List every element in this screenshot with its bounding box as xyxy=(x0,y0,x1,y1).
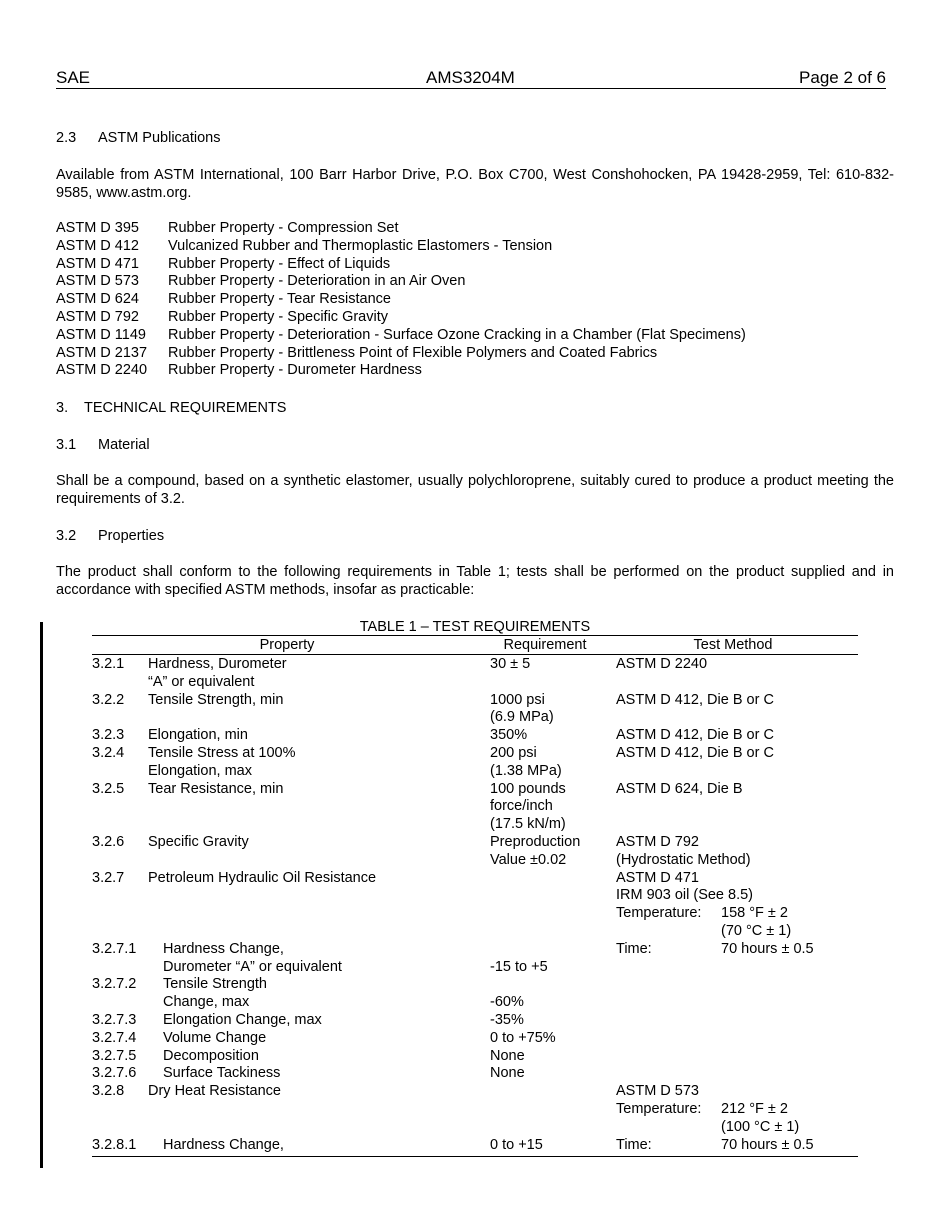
reference-code: ASTM D 1149 xyxy=(56,326,146,343)
revision-change-bar xyxy=(40,622,43,1168)
test-method-text: ASTM D 412, Die B or C xyxy=(616,727,774,744)
astm-reference-list xyxy=(56,220,746,380)
requirement-cell xyxy=(490,745,562,781)
astm-reference-item xyxy=(56,308,388,327)
condition-label: Temperature: xyxy=(616,1100,702,1117)
requirement-text: 30 ± 5 xyxy=(490,656,531,672)
requirement-cell xyxy=(490,976,524,1012)
table-row xyxy=(92,870,858,941)
test-method-text: ASTM D 471 xyxy=(616,869,699,886)
condition-value: (70 °C ± 1) xyxy=(721,922,792,939)
section-number: 3. xyxy=(56,400,69,416)
test-method-text: ASTM D 624, Die B xyxy=(616,780,743,797)
property-cell xyxy=(148,1083,488,1101)
test-method-text: ASTM D 2240 xyxy=(616,656,708,672)
requirement-cell xyxy=(490,1012,524,1030)
requirement-text: -15 to +5 xyxy=(490,958,548,975)
row-number: 3.2.6 xyxy=(92,833,125,850)
reference-title: Rubber Property - Durometer Hardness xyxy=(168,362,422,379)
property-cell xyxy=(148,692,488,710)
property-text: Tear Resistance, min xyxy=(148,780,284,797)
requirement-cell xyxy=(490,692,554,728)
row-number: 3.2.8 xyxy=(92,1083,125,1100)
reference-title: Rubber Property - Effect of Liquids xyxy=(168,255,391,272)
requirement-cell xyxy=(490,781,566,834)
test-condition xyxy=(616,905,788,923)
requirement-text xyxy=(490,976,524,994)
table-row xyxy=(92,692,858,728)
row-number: 3.2.2 xyxy=(92,691,125,708)
test-method-cell xyxy=(616,656,707,674)
property-cell xyxy=(148,870,488,888)
test-condition xyxy=(616,1100,788,1119)
property-text: Elongation, min xyxy=(148,727,248,744)
property-text: “A” or equivalent xyxy=(148,673,255,690)
header-page-number: Page 2 of 6 xyxy=(799,68,886,87)
requirement-cell xyxy=(490,1030,556,1048)
section-3-2-heading xyxy=(56,527,164,545)
requirement-text: 0 to +75% xyxy=(490,1029,556,1046)
requirement-text: 200 psi xyxy=(490,744,537,761)
reference-title: Rubber Property - Specific Gravity xyxy=(168,308,388,325)
test-method-cell xyxy=(616,1136,814,1155)
property-text: Dry Heat Resistance xyxy=(148,1083,281,1100)
astm-reference-item xyxy=(56,326,746,345)
section-number: 3.2 xyxy=(56,528,77,544)
requirement-text: (1.38 MPa) xyxy=(490,762,562,779)
reference-code: ASTM D 624 xyxy=(56,291,139,308)
row-number: 3.2.7.3 xyxy=(92,1011,137,1028)
requirement-text: (6.9 MPa) xyxy=(490,709,554,726)
row-number: 3.2.7.2 xyxy=(92,976,137,993)
table-header-rule xyxy=(92,654,858,655)
astm-reference-item xyxy=(56,291,391,309)
reference-code: ASTM D 2137 xyxy=(56,344,148,361)
material-paragraph: Shall be a compound, based on a synthetic elastomer, usually polychloroprene, suitably cured to produce a product meeting the requirements of 3.2. xyxy=(56,473,894,507)
reference-code: ASTM D 573 xyxy=(56,273,139,290)
property-cell xyxy=(163,1030,488,1048)
properties-paragraph: The product shall conform to the following requirements in Table 1; tests shall be performed on the product supplied and in accordance with specified ASTM methods, insofar as practicable: xyxy=(56,564,894,598)
table-title: TABLE 1 – TEST REQUIREMENTS xyxy=(359,619,591,635)
row-number: 3.2.7.5 xyxy=(92,1047,137,1064)
property-cell xyxy=(148,834,488,852)
reference-title: Vulcanized Rubber and Thermoplastic Elastomers - Tension xyxy=(168,237,553,254)
property-cell xyxy=(163,1065,488,1083)
astm-reference-item xyxy=(56,255,391,274)
property-text: Specific Gravity xyxy=(148,833,249,850)
test-method-cell xyxy=(616,1083,800,1136)
table-row xyxy=(92,1048,858,1066)
reference-title: Rubber Property - Brittleness Point of Flexible Polymers and Coated Fabrics xyxy=(168,344,658,361)
astm-reference-item xyxy=(56,362,422,380)
property-text: Change, max xyxy=(163,994,250,1011)
table-row xyxy=(92,656,858,692)
table-row xyxy=(92,781,858,834)
requirement-text: force/inch xyxy=(490,798,553,815)
reference-code: ASTM D 471 xyxy=(56,255,139,272)
row-number: 3.2.7 xyxy=(92,869,125,886)
test-method-text: ASTM D 792 xyxy=(616,833,699,850)
table-row xyxy=(92,745,858,781)
test-condition xyxy=(616,1136,814,1155)
property-text: Volume Change xyxy=(163,1029,267,1046)
section-number: 2.3 xyxy=(56,130,77,146)
requirement-text: -60% xyxy=(490,994,524,1011)
property-text: Tensile Strength xyxy=(163,976,267,993)
requirement-text: None xyxy=(490,1065,525,1082)
requirement-text: 0 to +15 xyxy=(490,1136,543,1153)
requirement-text: -35% xyxy=(490,1011,524,1028)
test-condition xyxy=(616,1118,800,1137)
reference-title: Rubber Property - Tear Resistance xyxy=(168,291,391,308)
property-text: Elongation, max xyxy=(148,762,252,779)
astm-reference-item xyxy=(56,344,658,363)
reference-code: ASTM D 395 xyxy=(56,220,139,236)
test-requirements-table xyxy=(92,656,858,1154)
property-text: Tensile Strength, min xyxy=(148,691,284,708)
requirement-cell xyxy=(490,1137,543,1155)
property-text: Surface Tackiness xyxy=(163,1065,281,1082)
col-header-requirement: Requirement xyxy=(503,637,587,653)
section-title: Material xyxy=(98,437,150,453)
property-cell xyxy=(148,656,488,692)
astm-availability: Available from ASTM International, 100 Barr Harbor Drive, P.O. Box C700, West Conshohocken, PA 19428-2959, Tel: 610-832-9585, www.astm.org. xyxy=(56,167,894,201)
section-number: 3.1 xyxy=(56,437,77,453)
table-row xyxy=(92,727,858,745)
requirement-cell xyxy=(490,656,530,674)
reference-title: Rubber Property - Deterioration in an Air Oven xyxy=(168,273,466,290)
section-2-3-heading xyxy=(56,129,221,147)
row-number: 3.2.7.6 xyxy=(92,1065,137,1082)
property-text: Hardness Change, xyxy=(163,940,284,957)
row-number: 3.2.5 xyxy=(92,780,125,797)
property-text: Petroleum Hydraulic Oil Resistance xyxy=(148,869,377,886)
condition-label: Time: xyxy=(616,940,652,957)
page-header xyxy=(56,68,886,89)
property-cell xyxy=(163,1137,488,1155)
property-text: Elongation Change, max xyxy=(163,1011,322,1028)
test-method-text: ASTM D 412, Die B or C xyxy=(616,744,774,761)
table-row xyxy=(92,976,858,1012)
table-row xyxy=(92,1137,858,1155)
property-text: Tensile Stress at 100% xyxy=(148,744,296,761)
astm-reference-item xyxy=(56,237,553,256)
condition-value: 212 °F ± 2 xyxy=(721,1100,788,1117)
section-3-heading xyxy=(56,399,286,417)
table-bottom-rule xyxy=(92,1156,858,1157)
condition-value: 70 hours ± 0.5 xyxy=(721,940,814,957)
property-text: Durometer “A” or equivalent xyxy=(163,958,342,975)
table-row xyxy=(92,834,858,870)
property-cell xyxy=(163,1012,488,1030)
table-row xyxy=(92,1083,858,1136)
condition-label: Temperature: xyxy=(616,905,702,922)
col-header-test-method: Test Method xyxy=(693,637,773,653)
section-title: Properties xyxy=(98,528,165,544)
test-method-text: IRM 903 oil (See 8.5) xyxy=(616,887,754,904)
requirement-text: Value ±0.02 xyxy=(490,851,567,868)
requirement-text: None xyxy=(490,1047,525,1064)
property-text: Hardness Change, xyxy=(163,1136,284,1153)
reference-title: Rubber Property - Compression Set xyxy=(168,220,399,236)
test-condition xyxy=(616,940,814,959)
header-doc-number: AMS3204M xyxy=(426,68,515,87)
requirement-cell xyxy=(490,727,527,745)
property-cell xyxy=(148,745,488,781)
requirement-cell xyxy=(490,834,580,870)
reference-code: ASTM D 792 xyxy=(56,308,139,325)
row-number: 3.2.7.4 xyxy=(92,1029,137,1046)
test-method-text: (Hydrostatic Method) xyxy=(616,851,751,868)
test-method-cell xyxy=(616,781,743,799)
requirement-text: (17.5 kN/m) xyxy=(490,816,566,833)
property-text: Hardness, Durometer xyxy=(148,656,287,672)
section-3-1-heading xyxy=(56,436,150,454)
header-org: SAE xyxy=(56,68,91,87)
row-number: 3.2.8.1 xyxy=(92,1136,137,1153)
section-title: ASTM Publications xyxy=(98,130,221,146)
table-row xyxy=(92,941,858,977)
test-method-cell xyxy=(616,692,774,710)
condition-value: 158 °F ± 2 xyxy=(721,905,788,922)
astm-reference-item xyxy=(56,220,399,238)
property-cell xyxy=(163,976,488,1012)
table-row xyxy=(92,1065,858,1083)
requirement-text: 100 pounds xyxy=(490,780,566,797)
condition-label: Time: xyxy=(616,1136,652,1153)
property-cell xyxy=(148,727,488,745)
requirement-text xyxy=(490,941,548,959)
test-method-text: ASTM D 573 xyxy=(616,1083,699,1100)
condition-label xyxy=(616,1119,620,1135)
requirement-cell xyxy=(490,1065,525,1083)
requirement-cell xyxy=(490,941,548,977)
test-method-text: ASTM D 412, Die B or C xyxy=(616,691,774,708)
property-cell xyxy=(148,781,488,799)
condition-label xyxy=(616,923,620,939)
row-number: 3.2.7.1 xyxy=(92,940,137,957)
test-method-cell xyxy=(616,727,774,745)
reference-code: ASTM D 2240 xyxy=(56,362,148,379)
table-row xyxy=(92,1012,858,1030)
reference-title: Rubber Property - Deterioration - Surface Ozone Cracking in a Chamber (Flat Specimens) xyxy=(168,326,746,343)
row-number: 3.2.3 xyxy=(92,727,125,744)
property-cell xyxy=(163,1048,488,1066)
row-number: 3.2.1 xyxy=(92,656,125,672)
condition-value: 70 hours ± 0.5 xyxy=(721,1136,814,1153)
requirement-cell xyxy=(490,1048,525,1066)
test-method-cell xyxy=(616,940,814,959)
test-method-cell xyxy=(616,745,774,763)
test-method-cell xyxy=(616,869,792,941)
test-method-cell xyxy=(616,834,751,870)
test-condition xyxy=(616,922,792,941)
reference-code: ASTM D 412 xyxy=(56,237,139,254)
row-number: 3.2.4 xyxy=(92,744,125,761)
property-text: Decomposition xyxy=(163,1047,259,1064)
requirement-text: Preproduction xyxy=(490,833,581,850)
requirement-text: 1000 psi xyxy=(490,691,545,708)
section-title: TECHNICAL REQUIREMENTS xyxy=(84,400,287,416)
astm-reference-item xyxy=(56,273,466,291)
requirement-text: 350% xyxy=(490,727,528,744)
property-cell xyxy=(163,941,488,977)
condition-value: (100 °C ± 1) xyxy=(721,1118,800,1135)
table-row xyxy=(92,1030,858,1048)
col-header-property: Property xyxy=(259,637,315,653)
